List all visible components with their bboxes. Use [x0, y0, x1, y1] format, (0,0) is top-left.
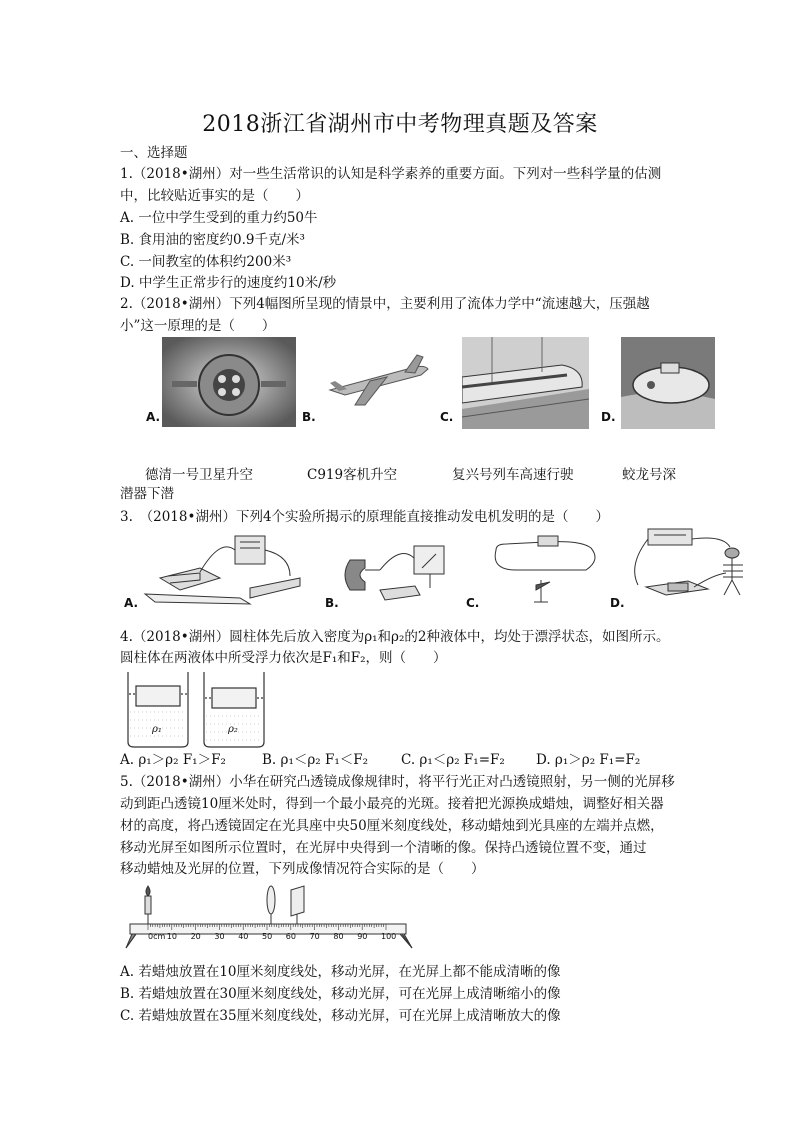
section-heading: 一、选择题 — [120, 145, 188, 161]
ruler-tick-label: 0cm — [148, 932, 166, 941]
q1-option-a: A. 一位中学生受到的重力约50牛 — [120, 210, 318, 226]
q2-label-c: C. — [440, 410, 454, 424]
q2-label-a: A. — [146, 410, 161, 424]
q2-label-b: B. — [302, 410, 316, 424]
light-screen — [291, 886, 304, 924]
q2-caption-b: C919客机升空 — [307, 467, 398, 483]
q3-experiment-b — [340, 540, 450, 608]
q5-option-b: B. 若蜡烛放置在30厘米刻度线处，移动光屏，可在光屏上成清晰缩小的像 — [120, 986, 561, 1002]
q3-experiment-d — [628, 525, 758, 610]
q5-stem-line-2: 动到距凸透镜10厘米处时，得到一个最小最亮的光斑。接着把光源换成蜡烛，调整好相关器 — [120, 796, 664, 812]
ruler-tick-label: 90 — [357, 932, 368, 941]
satellite-photo — [162, 337, 296, 427]
q2-label-d: D. — [601, 410, 616, 424]
q1-stem-line-2: 中，比较贴近事实的是（ ） — [120, 188, 309, 204]
q3-label-c: C. — [466, 596, 480, 610]
q3-stem: 3. （2018•湖州）下列4个实验所揭示的原理能直接推动发电机发明的是（ ） — [120, 509, 610, 525]
ruler-tick-label: 60 — [285, 932, 296, 941]
beaker-1-label: ρ₁ — [152, 724, 162, 735]
ruler-tick-label: 70 — [309, 932, 320, 941]
airplane-photo — [325, 345, 433, 415]
q4-option-b: B. ρ₁＜ρ₂ F₁＜F₂ — [262, 752, 369, 768]
q5-option-a: A. 若蜡烛放置在10厘米刻度线处，移动光屏，在光屏上都不能成清晰的像 — [120, 964, 561, 980]
convex-lens — [267, 886, 275, 924]
beaker-2-label: ρ₂ — [228, 724, 238, 735]
q4-stem-line-1: 4.（2018•湖州）圆柱体先后放入密度为ρ₁和ρ₂的2种液体中，均处于漂浮状态，如图所示。 — [120, 629, 670, 645]
q5-stem-line-4: 移动光屏至如图所示位置时，在光屏中央得到一个清晰的像。保持凸透镜位置不变，通过 — [120, 840, 647, 856]
q4-option-d: D. ρ₁＞ρ₂ F₁=F₂ — [536, 752, 641, 768]
q4-option-a: A. ρ₁＞ρ₂ F₁＞F₂ — [120, 752, 226, 768]
q2-caption-d-wrap: 潜器下潜 — [120, 486, 174, 502]
q1-option-b: B. 食用油的密度约0.9千克/米³ — [120, 232, 305, 248]
ruler-tick-label: 10 — [166, 932, 177, 941]
ruler-tick-label: 80 — [333, 932, 344, 941]
q3-label-d: D. — [610, 596, 625, 610]
ruler-tick-label: 100 — [381, 932, 397, 941]
q3-experiment-a — [140, 528, 305, 610]
q5-option-c: C. 若蜡烛放置在35厘米刻度线处，移动光屏，可在光屏上成清晰放大的像 — [120, 1008, 561, 1024]
ruler-tick-label: 50 — [262, 932, 273, 941]
q5-stem-line-1: 5.（2018•湖州）小华在研究凸透镜成像规律时，将平行光正对凸透镜照射，另一侧的光屏移 — [120, 774, 675, 790]
q4-stem-line-2: 圆柱体在两液体中所受浮力依次是F₁和F₂，则（ ） — [120, 650, 447, 666]
document-title: 2018浙江省湖州市中考物理真题及答案 — [202, 112, 598, 137]
q3-experiment-c — [486, 530, 606, 608]
q5-stem-line-5: 移动蜡烛及光屏的位置，下列成像情况符合实际的是（ ） — [120, 861, 485, 877]
q4-beakers — [120, 670, 280, 750]
q1-stem-line-1: 1.（2018•湖州）对一些生活常识的认知是科学素养的重要方面。下列对一些科学量的估测 — [120, 166, 662, 182]
q2-caption-a: 德清一号卫星升空 — [145, 467, 253, 483]
candle — [145, 886, 151, 924]
ruler-tick-label: 20 — [190, 932, 201, 941]
q4-option-c: C. ρ₁＜ρ₂ F₁=F₂ — [401, 752, 505, 768]
bullet-train-photo — [462, 337, 589, 429]
ruler-tick-label: 30 — [214, 932, 225, 941]
optical-bench — [124, 880, 414, 952]
q5-stem-line-3: 材的高度，将凸透镜固定在光具座中央50厘米刻度线处，移动蜡烛到光具座的左端并点燃， — [120, 818, 664, 834]
q1-option-d: D. 中学生正常步行的速度约10米/秒 — [120, 275, 337, 291]
q2-caption-c: 复兴号列车高速行驶 — [452, 467, 574, 483]
q3-label-b: B. — [325, 596, 339, 610]
q2-stem-line-1: 2.（2018•湖州）下列4幅图所呈现的情景中，主要利用了流体力学中“流速越大，压强越 — [120, 296, 650, 312]
q3-label-a: A. — [124, 596, 139, 610]
submersible-photo — [621, 337, 715, 429]
q1-option-c: C. 一间教室的体积约200米³ — [120, 254, 292, 270]
ruler-tick-label: 40 — [238, 932, 249, 941]
q2-caption-d: 蛟龙号深 — [622, 467, 676, 483]
q2-stem-line-2: 小”这一原理的是（ ） — [120, 318, 276, 334]
